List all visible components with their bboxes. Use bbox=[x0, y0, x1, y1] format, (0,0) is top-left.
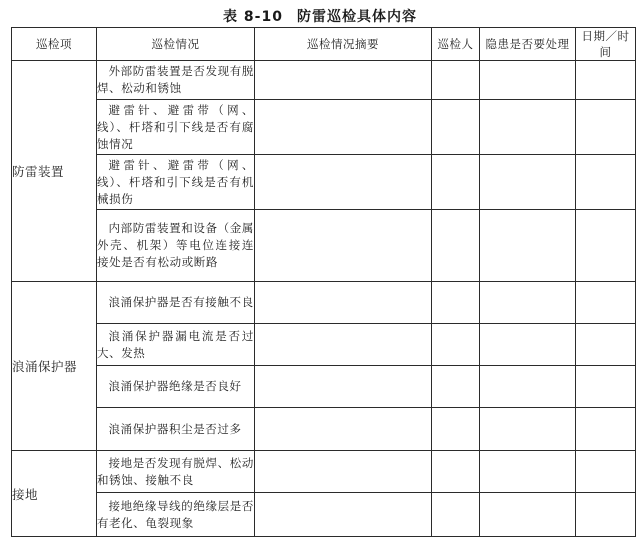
item-cell bbox=[97, 451, 255, 493]
datetime-cell[interactable] bbox=[576, 155, 636, 210]
table-row bbox=[12, 61, 636, 100]
hazard-cell[interactable] bbox=[480, 100, 576, 155]
summary-cell[interactable] bbox=[255, 324, 432, 366]
datetime-cell[interactable] bbox=[576, 282, 636, 324]
summary-cell[interactable] bbox=[255, 493, 432, 537]
item-cell bbox=[97, 210, 255, 282]
table-row bbox=[12, 155, 636, 210]
item-cell bbox=[97, 324, 255, 366]
item-text: 外部防雷装置是否发现有脱焊、松动和锈蚀 bbox=[97, 64, 254, 95]
inspector-cell[interactable] bbox=[432, 324, 480, 366]
header-cell: 巡检项 bbox=[12, 28, 97, 61]
item-text: 浪涌保护器积尘是否过多 bbox=[108, 421, 242, 436]
item-text: 避雷针、避雷带（网、线）、杆塔和引下线是否有腐蚀情况 bbox=[97, 102, 254, 151]
hazard-cell[interactable] bbox=[480, 408, 576, 451]
summary-cell[interactable] bbox=[255, 61, 432, 100]
header-cell: 巡检情况摘要 bbox=[255, 28, 432, 61]
inspector-cell[interactable] bbox=[432, 282, 480, 324]
inspector-cell[interactable] bbox=[432, 155, 480, 210]
header-cell: 巡检情况 bbox=[97, 28, 255, 61]
table-row bbox=[12, 210, 636, 282]
summary-cell[interactable] bbox=[255, 282, 432, 324]
item-text: 浪涌保护器是否有接触不良 bbox=[108, 295, 254, 309]
inspection-table bbox=[11, 27, 636, 537]
item-cell bbox=[97, 155, 255, 210]
datetime-cell[interactable] bbox=[576, 210, 636, 282]
table-title-text: 防雷巡检具体内容 bbox=[296, 9, 417, 25]
hazard-cell[interactable] bbox=[480, 366, 576, 408]
table-row bbox=[12, 366, 636, 408]
table-row bbox=[12, 493, 636, 537]
datetime-cell[interactable] bbox=[576, 408, 636, 451]
table-row bbox=[12, 408, 636, 451]
summary-cell[interactable] bbox=[255, 451, 432, 493]
table-row bbox=[12, 451, 636, 493]
table-row bbox=[12, 324, 636, 366]
datetime-cell[interactable] bbox=[576, 451, 636, 493]
item-cell bbox=[97, 282, 255, 324]
datetime-cell[interactable] bbox=[576, 61, 636, 100]
header-cell: 隐患是否要处理 bbox=[480, 28, 576, 61]
summary-cell[interactable] bbox=[255, 100, 432, 155]
hazard-cell[interactable] bbox=[480, 210, 576, 282]
item-text: 浪涌保护器绝缘是否良好 bbox=[108, 379, 242, 393]
header-cell: 日期／时间 bbox=[576, 28, 636, 61]
item-cell bbox=[97, 100, 255, 155]
inspector-cell[interactable] bbox=[432, 408, 480, 451]
header-row bbox=[12, 28, 636, 61]
summary-cell[interactable] bbox=[255, 408, 432, 451]
item-cell bbox=[97, 61, 255, 100]
datetime-cell[interactable] bbox=[576, 493, 636, 537]
inspector-cell[interactable] bbox=[432, 451, 480, 493]
datetime-cell[interactable] bbox=[576, 366, 636, 408]
table-number: 表 8-10 bbox=[223, 9, 283, 25]
hazard-cell[interactable] bbox=[480, 155, 576, 210]
hazard-cell[interactable] bbox=[480, 282, 576, 324]
table-row bbox=[12, 282, 636, 324]
item-cell bbox=[97, 408, 255, 451]
inspector-cell[interactable] bbox=[432, 366, 480, 408]
summary-cell[interactable] bbox=[255, 366, 432, 408]
hazard-cell[interactable] bbox=[480, 324, 576, 366]
hazard-cell[interactable] bbox=[480, 451, 576, 493]
hazard-cell[interactable] bbox=[480, 61, 576, 100]
inspector-cell[interactable] bbox=[432, 61, 480, 100]
item-text: 接地是否发现有脱焊、松动和锈蚀、接触不良 bbox=[97, 455, 254, 487]
summary-cell[interactable] bbox=[255, 155, 432, 210]
header-cell: 巡检人 bbox=[432, 28, 480, 61]
item-text: 浪涌保护器漏电流是否过大、发热 bbox=[97, 328, 254, 360]
category-cell: 接地 bbox=[12, 451, 97, 537]
item-text: 避雷针、避雷带（网、线）、杆塔和引下线是否有机械损伤 bbox=[97, 157, 254, 206]
hazard-cell[interactable] bbox=[480, 493, 576, 537]
item-cell bbox=[97, 493, 255, 537]
datetime-cell[interactable] bbox=[576, 100, 636, 155]
category-cell: 浪涌保护器 bbox=[12, 282, 97, 451]
item-cell bbox=[97, 366, 255, 408]
item-text: 接地绝缘导线的绝缘层是否有老化、龟裂现象 bbox=[97, 498, 254, 530]
inspector-cell[interactable] bbox=[432, 100, 480, 155]
table-title bbox=[0, 6, 640, 26]
inspector-cell[interactable] bbox=[432, 210, 480, 282]
summary-cell[interactable] bbox=[255, 210, 432, 282]
table-row bbox=[12, 100, 636, 155]
datetime-cell[interactable] bbox=[576, 324, 636, 366]
category-cell: 防雷装置 bbox=[12, 61, 97, 282]
inspector-cell[interactable] bbox=[432, 493, 480, 537]
item-text: 内部防雷装置和设备（金属外壳、机架）等电位连接连接处是否有松动或断路 bbox=[97, 221, 254, 269]
